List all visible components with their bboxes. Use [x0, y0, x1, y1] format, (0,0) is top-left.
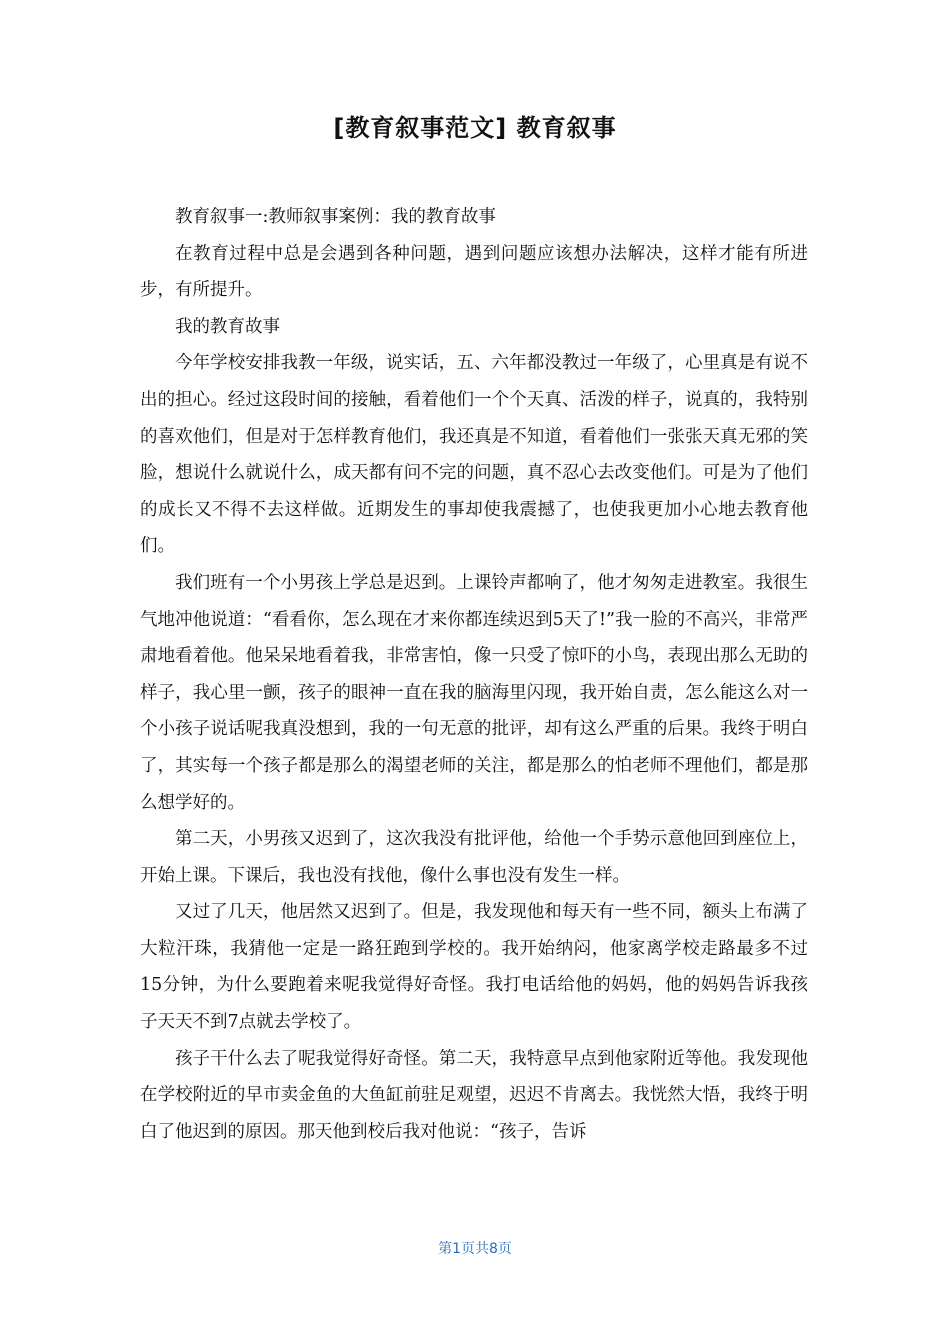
paragraph: 第二天，小男孩又迟到了，这次我没有批评他，给他一个手势示意他回到座位上，开始上课。下课后，我也没有找他，像什么事也没有发生一样。 — [140, 829, 808, 886]
document-title: [教育叙事范文] 教育叙事 — [333, 114, 617, 142]
paragraph: 又过了几天，他居然又迟到了。但是，我发现他和每天有一些不同，额头上布满了大粒汗珠，我猜他一定是一路狂跑到学校的。我开始纳闷，他家离学校走路最多不过15分钟，为什么要跑着来呢我觉得好奇怪。我打电话给他的妈妈，他的妈妈告诉我孩子天天不到7点就去学校了。 — [140, 902, 808, 1033]
paragraph: 我们班有一个小男孩上学总是迟到。上课铃声都响了，他才匆匆走进教室。我很生气地冲他说道：“看看你，怎么现在才来你都连续迟到5天了!”我一脸的不高兴，非常严肃地看着他。他呆呆地看着我，非常害怕，像一只受了惊吓的小鸟，表现出那么无助的样子，我心里一颤，孩子的眼神一直在我的脑海里闪现，我开始自责，怎么能这么对一个小孩子说话呢我真没想到，我的一句无意的批评，却有这么严重的后果。我终于明白了，其实每一个孩子都是那么的渴望老师的关注，都是那么的怕老师不理他们，都是那么想学好的。 — [140, 572, 808, 813]
paragraph: 教育叙事一:教师叙事案例：我的教育故事 — [175, 207, 496, 227]
document-body — [140, 199, 808, 1150]
paragraph: 今年学校安排我教一年级，说实话，五、六年都没教过一年级了，心里真是有说不出的担心。经过这段时间的接触，看着他们一个个天真、活泼的样子，说真的，我特别的喜欢他们，但是对于怎样教育他们，我还真是不知道，看着他们一张张天真无邪的笑脸，想说什么就说什么，成天都有问不完的问题，真不忍心去改变他们。可是为了他们的成长又不得不去这样做。近期发生的事却使我震撼了，也使我更加小心地去教育他们。 — [140, 353, 808, 557]
paragraph: 孩子干什么去了呢我觉得好奇怪。第二天，我特意早点到他家附近等他。我发现他在学校附近的早市卖金鱼的大鱼缸前驻足观望，迟迟不肯离去。我恍然大悟，我终于明白了他迟到的原因。那天他到校后我对他说：“孩子，告诉 — [140, 1048, 808, 1142]
paragraph: 我的教育故事 — [175, 316, 280, 337]
page-footer: 第1页共8页 — [438, 1241, 512, 1257]
paragraph: 在教育过程中总是会遇到各种问题，遇到问题应该想办法解决，这样才能有所进步，有所提升。 — [140, 243, 808, 301]
